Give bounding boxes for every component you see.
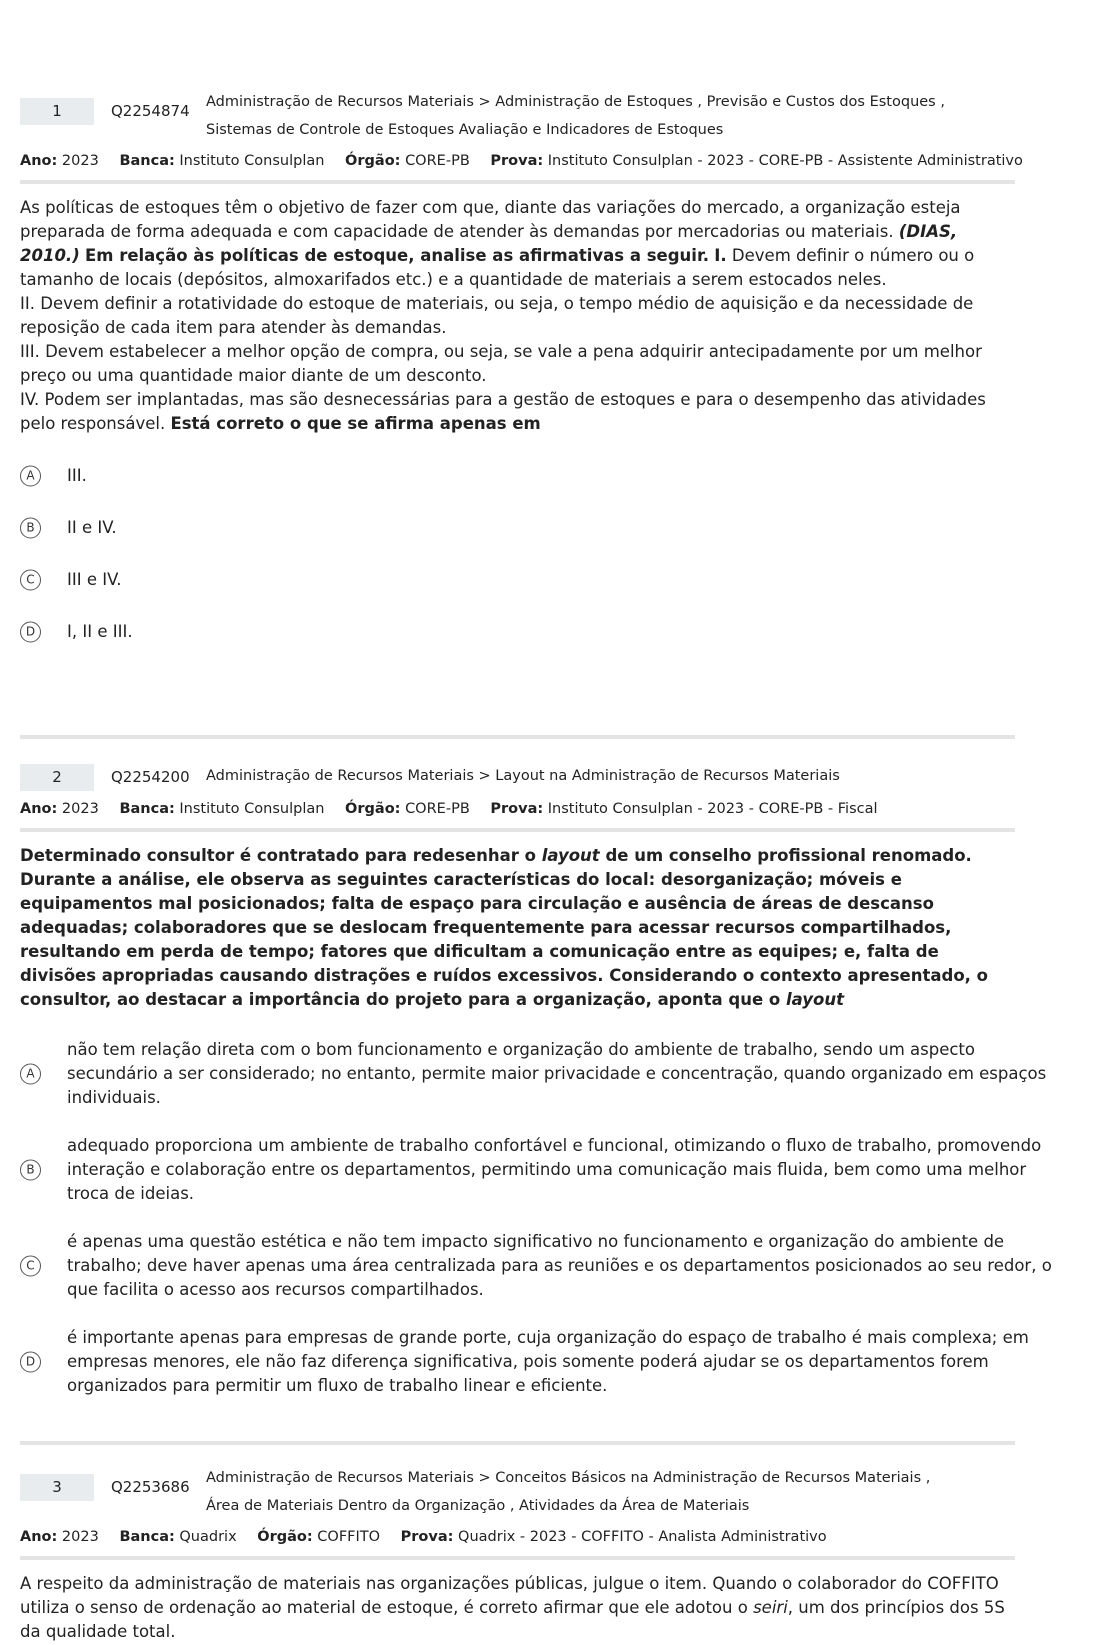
alternatives <box>20 1038 1064 1398</box>
divider <box>20 1556 1015 1560</box>
subject-line[interactable]: Administração de Recursos Materiais > Administração de Estoques , Previsão e Custos dos Estoques , <box>206 94 945 110</box>
meta-ano: 2023 <box>61 1529 99 1545</box>
meta-ano: 2023 <box>61 801 99 817</box>
alternative-c[interactable]: C é apenas uma questão estética e não tem impacto significativo no funcionamento e organização do ambiente de trabalho; deve haver apenas uma área centralizada para as reuniões e os departamentos posicionados ao seu redor, o que facilita o acesso aos recursos compartilhados. <box>20 1230 1064 1302</box>
alternative-a[interactable]: A III. <box>20 464 1064 488</box>
option-b-radio[interactable]: B <box>20 1160 41 1181</box>
option-d-radio[interactable]: D <box>20 1352 41 1373</box>
option-a-radio[interactable]: A <box>20 1064 41 1085</box>
question-meta: Ano: 2023 Banca: Instituto Consulplan Órgão: CORE-PB Prova: Instituto Consulplan - 2023 - CORE-PB - Fiscal <box>20 801 878 817</box>
question-header <box>20 88 1064 144</box>
meta-prova[interactable]: Quadrix - 2023 - COFFITO - Analista Administrativo <box>458 1529 827 1545</box>
question-id[interactable]: Q2253686 <box>111 1478 190 1496</box>
meta-prova[interactable]: Instituto Consulplan - 2023 - CORE-PB - Assistente Administrativo <box>547 153 1023 169</box>
question-meta: Ano: 2023 Banca: Instituto Consulplan Órgão: CORE-PB Prova: Instituto Consulplan - 2023 - CORE-PB - Assistente Administrativo <box>20 153 1023 169</box>
alternative-d[interactable]: D I, II e III. <box>20 620 1064 644</box>
alternative-c[interactable]: C III e IV. <box>20 568 1064 592</box>
option-c-radio[interactable]: C <box>20 1256 41 1277</box>
meta-orgao[interactable]: CORE-PB <box>405 153 470 169</box>
question-header <box>20 1464 1064 1520</box>
subject-line[interactable]: Administração de Recursos Materiais > Layout na Administração de Recursos Materiais <box>206 768 840 784</box>
question-3 <box>20 1464 1064 1644</box>
question-id[interactable]: Q2254200 <box>111 768 190 786</box>
subject-line[interactable]: Área de Materiais Dentro da Organização , Atividades da Área de Materiais <box>206 1498 750 1514</box>
option-a-radio[interactable]: A <box>20 466 41 487</box>
question-subject[interactable] <box>206 88 1046 144</box>
question-id[interactable]: Q2254874 <box>111 102 190 120</box>
question-meta: Ano: 2023 Banca: Quadrix Órgão: COFFITO Prova: Quadrix - 2023 - COFFITO - Analista Administrativo <box>20 1529 827 1545</box>
option-c-radio[interactable]: C <box>20 570 41 591</box>
question-statement: A respeito da administração de materiais nas organizações públicas, julgue o item. Quando o colaborador do COFFITO utiliza o senso de ordenação ao material de estoque, é correto afirmar que ele adotou o seiri, um dos princípios dos 5S da qualidade total. <box>20 1574 1005 1641</box>
subject-line[interactable]: Sistemas de Controle de Estoques Avaliação e Indicadores de Estoques <box>206 122 724 138</box>
alternatives <box>20 464 1064 644</box>
question-subject[interactable] <box>206 1464 1046 1520</box>
question-header <box>20 762 1064 792</box>
question-statement: As políticas de estoques têm o objetivo de fazer com que, diante das variações do mercado, a organização esteja preparada de forma adequada e com capacidade de atender às demandas por mercadorias ou materiais. (DIAS, 2010.) Em relação às políticas de estoque, analise as afirmativas a seguir. I. Devem definir o número ou o tamanho de locais (depósitos, almoxarifados etc.) e a quantidade de materiais a serem estocados neles. II. Devem definir a rotatividade do estoque de materiais, ou seja, o tempo médio de aquisição e da necessidade de reposição de cada item para atender às demandas. III. Devem estabelecer a melhor opção de compra, ou seja, se vale a pena adquirir antecipadamente por um melhor preço ou uma quantidade maior diante de um desconto. IV. Podem ser implantadas, mas são desnecessárias para a gestão de estoques e para o desempenho das atividades pelo responsável. Está correto o que se afirma apenas em <box>20 198 986 433</box>
divider <box>20 828 1015 832</box>
meta-prova[interactable]: Instituto Consulplan - 2023 - CORE-PB - Fiscal <box>547 801 878 817</box>
meta-orgao[interactable]: CORE-PB <box>405 801 470 817</box>
alternative-d[interactable]: D é importante apenas para empresas de grande porte, cuja organização do espaço de trabalho é mais complexa; em empresas menores, ele não faz diferença significativa, pois somente poderá ajudar se os departamentos forem organizados para permitir um fluxo de trabalho linear e eficiente. <box>20 1326 1064 1398</box>
question-separator <box>20 1441 1015 1445</box>
option-d-radio[interactable]: D <box>20 622 41 643</box>
meta-banca[interactable]: Quadrix <box>179 1529 237 1545</box>
question-statement: Determinado consultor é contratado para redesenhar o layout de um conselho profissional renomado. Durante a análise, ele observa as seguintes características do local: desorganização; móveis e equipamentos mal posicionados; falta de espaço para circulação e ausência de áreas de descanso adequadas; colaboradores que se deslocam frequentemente para acessar recursos compartilhados, resultando em perda de tempo; fatores que dificultam a comunicação entre as equipes; e, falta de divisões apropriadas causando distrações e ruídos excessivos. Considerando o contexto apresentado, o consultor, ao destacar a importância do projeto para a organização, aponta que o layout <box>20 846 989 1009</box>
divider <box>20 180 1015 184</box>
alternative-a[interactable]: A não tem relação direta com o bom funcionamento e organização do ambiente de trabalho, sendo um aspecto secundário a ser considerado; no entanto, permite maior privacidade e concentração, quando organizado em espaços individuais. <box>20 1038 1064 1110</box>
alternative-b[interactable]: B adequado proporciona um ambiente de trabalho confortável e funcional, otimizando o fluxo de trabalho, promovendo interação e colaboração entre os departamentos, permitindo uma comunicação mais fluida, bem como uma melhor troca de ideias. <box>20 1134 1064 1206</box>
meta-ano: 2023 <box>61 153 99 169</box>
meta-orgao[interactable]: COFFITO <box>317 1529 381 1545</box>
option-b-radio[interactable]: B <box>20 518 41 539</box>
question-subject[interactable] <box>206 762 1046 790</box>
meta-banca[interactable]: Instituto Consulplan <box>179 153 325 169</box>
question-separator <box>20 735 1015 739</box>
question-1 <box>20 88 1064 672</box>
question-number: 2 <box>20 764 94 791</box>
meta-banca[interactable]: Instituto Consulplan <box>179 801 325 817</box>
question-number: 3 <box>20 1474 94 1501</box>
question-number: 1 <box>20 98 94 125</box>
alternative-b[interactable]: B II e IV. <box>20 516 1064 540</box>
subject-line[interactable]: Administração de Recursos Materiais > Conceitos Básicos na Administração de Recursos Materiais , <box>206 1470 931 1486</box>
question-2 <box>20 762 1064 1422</box>
